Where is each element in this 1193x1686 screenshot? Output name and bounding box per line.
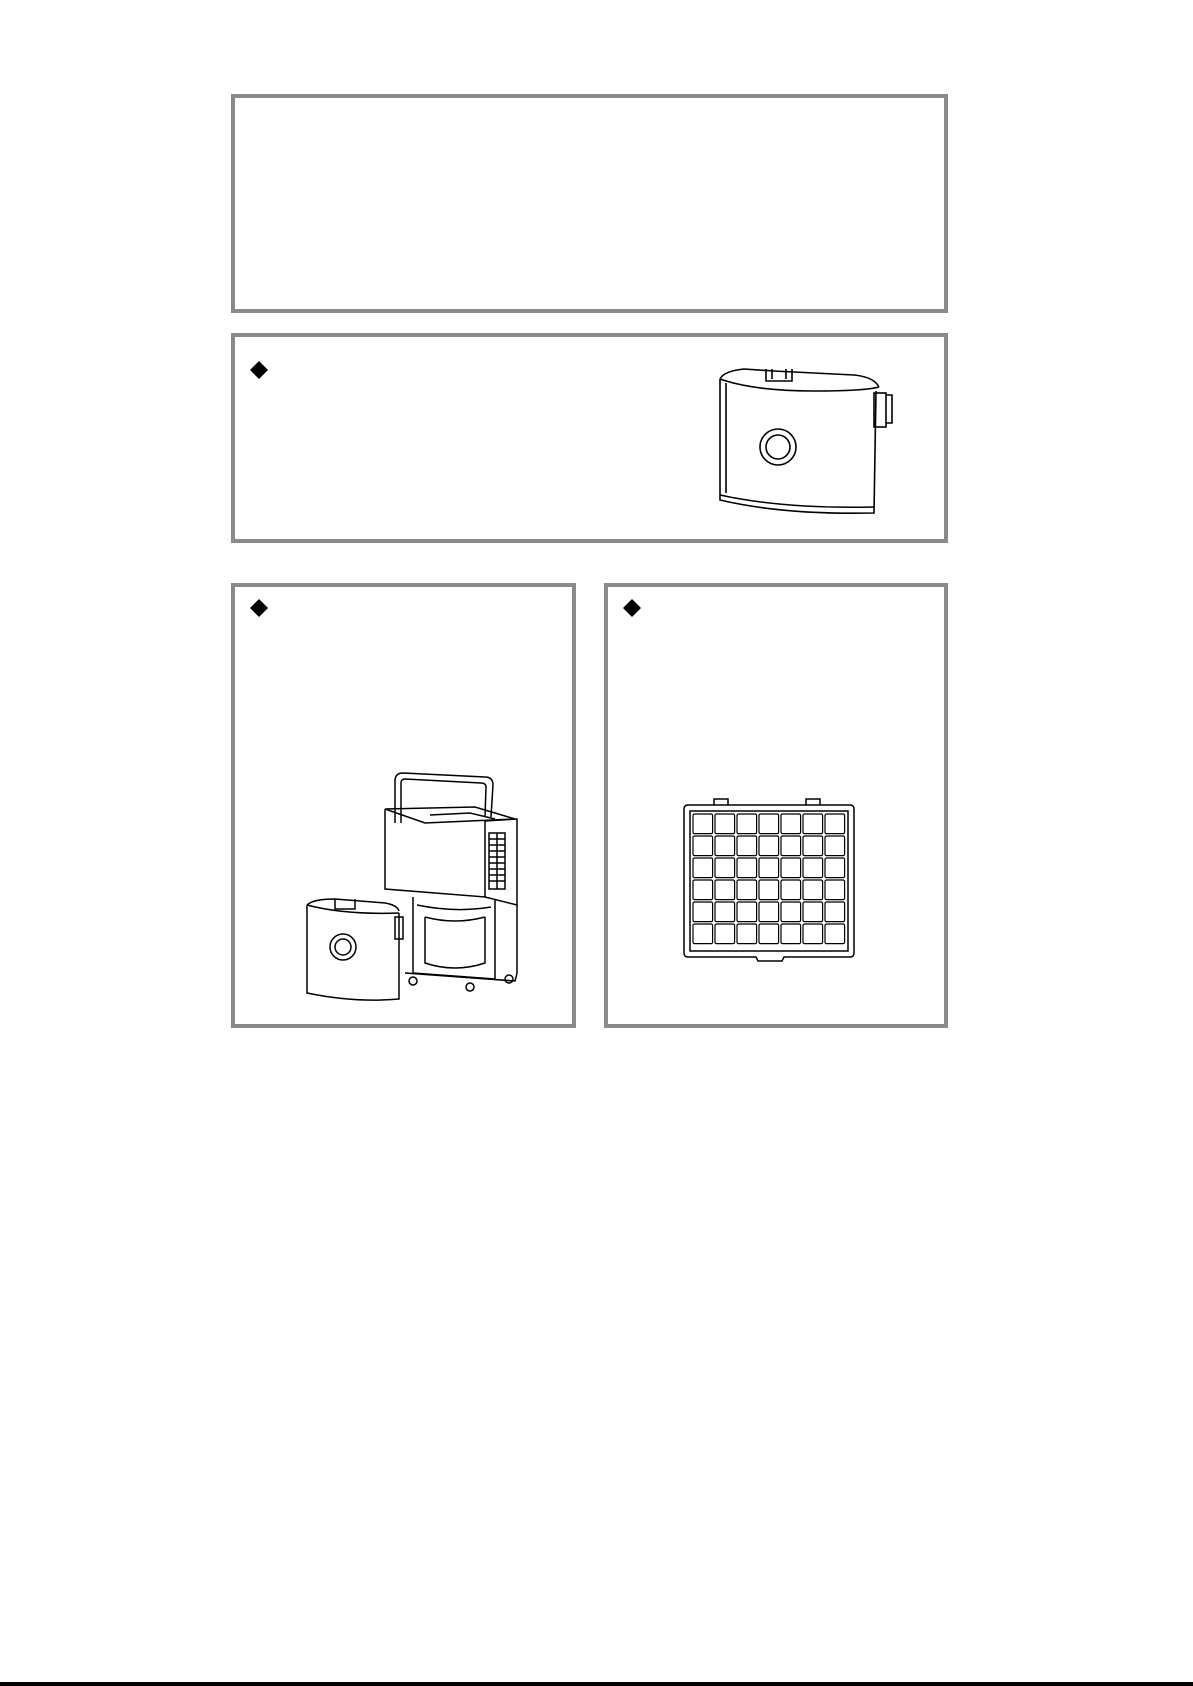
filter-cell <box>803 924 823 944</box>
filter-cell <box>825 880 845 900</box>
remove-tank-panel <box>231 583 576 1028</box>
dehumidifier-unit-icon <box>295 767 545 1022</box>
diamond-bullet-icon <box>250 599 268 617</box>
filter-cell <box>803 814 823 834</box>
filter-cell <box>715 858 735 878</box>
filter-cell <box>803 880 823 900</box>
filter-cell <box>759 924 779 944</box>
filter-cell <box>737 858 757 878</box>
filter-cell <box>737 880 757 900</box>
filter-cell <box>759 814 779 834</box>
filter-cell <box>693 858 713 878</box>
filter-cell <box>825 836 845 856</box>
filter-cell <box>715 924 735 944</box>
filter-cell <box>693 902 713 922</box>
filter-cell <box>803 858 823 878</box>
filter-cell <box>781 902 801 922</box>
filter-cell <box>781 814 801 834</box>
filter-cell <box>715 902 735 922</box>
filter-cell <box>781 858 801 878</box>
water-tank-icon <box>714 365 904 530</box>
diamond-bullet-icon <box>250 361 268 379</box>
filter-cell <box>737 814 757 834</box>
air-filter-panel <box>604 583 948 1028</box>
air-filter-icon <box>680 795 860 970</box>
filter-cell <box>781 880 801 900</box>
filter-cell <box>759 902 779 922</box>
filter-cell <box>737 836 757 856</box>
filter-cell <box>825 924 845 944</box>
filter-cell <box>715 814 735 834</box>
filter-cell <box>825 858 845 878</box>
filter-cell <box>803 836 823 856</box>
water-tank-panel <box>231 333 948 543</box>
filter-cell <box>737 902 757 922</box>
filter-cell <box>693 924 713 944</box>
filter-cell <box>737 924 757 944</box>
filter-cell <box>759 880 779 900</box>
filter-cell <box>693 814 713 834</box>
filter-cell <box>781 836 801 856</box>
filter-cell <box>715 836 735 856</box>
page-bottom-rule <box>0 1682 1193 1686</box>
intro-panel <box>231 94 948 313</box>
filter-cell <box>693 880 713 900</box>
filter-cell <box>759 858 779 878</box>
filter-cell <box>803 902 823 922</box>
filter-cell <box>759 836 779 856</box>
filter-cell <box>825 902 845 922</box>
filter-cell <box>715 880 735 900</box>
filter-cell <box>825 814 845 834</box>
diamond-bullet-icon <box>623 599 641 617</box>
filter-cell <box>693 836 713 856</box>
filter-cell <box>781 924 801 944</box>
